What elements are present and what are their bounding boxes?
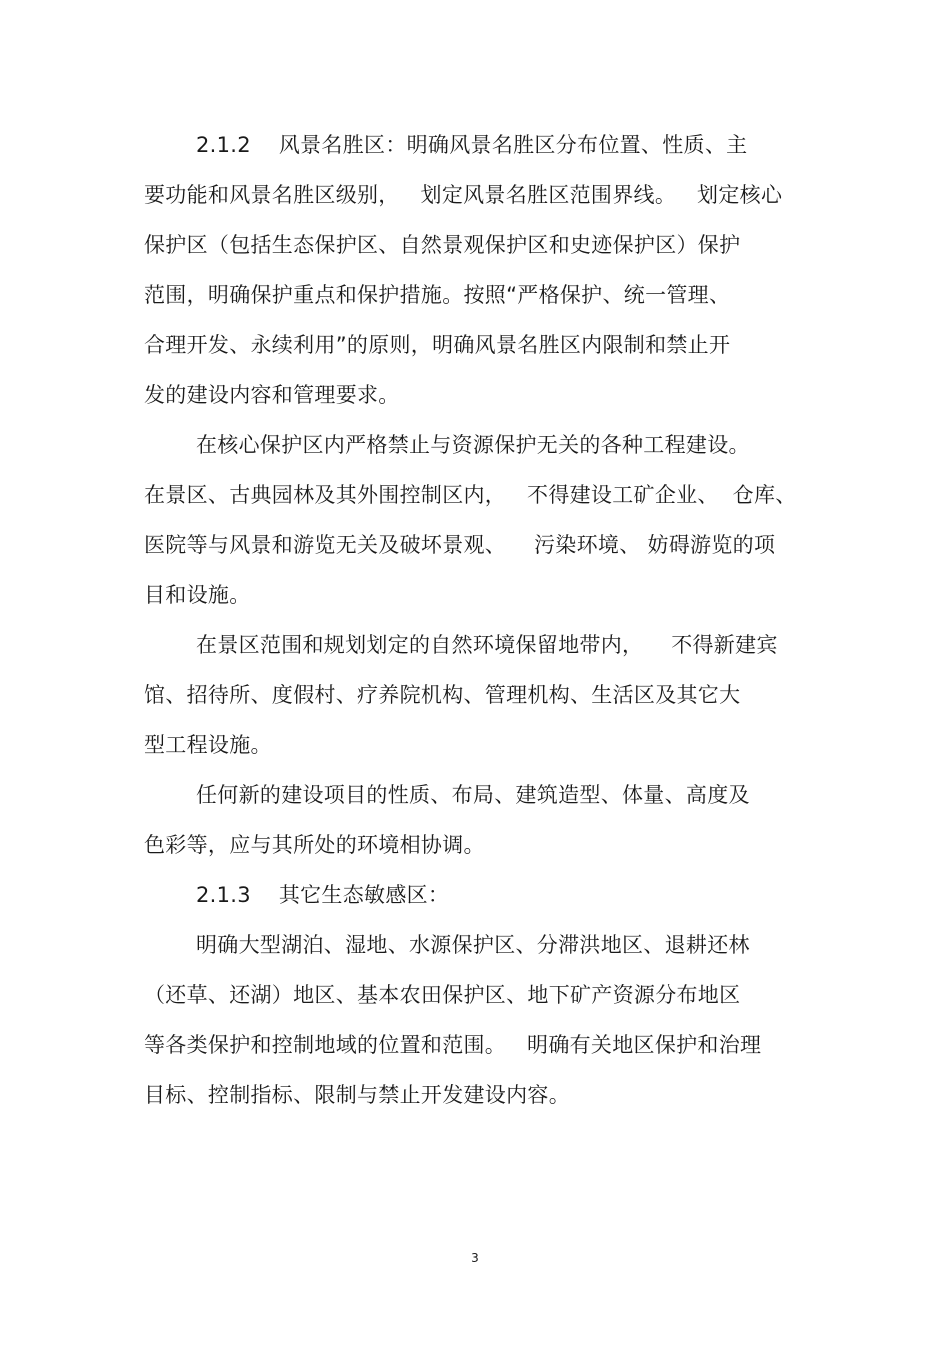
text-line: 发的建设内容和管理要求。 <box>144 383 400 407</box>
page-number: 3 <box>471 1251 479 1265</box>
text-line: （还草、还湖）地区、基本农田保护区、地下矿产资源分布地区 <box>144 983 741 1007</box>
text-line: 色彩等，应与其所处的环境相协调。 <box>144 833 485 857</box>
text-line: 范围，明确保护重点和保护措施。按照“严格保护、统一管理、 <box>144 283 731 307</box>
text-line: 医院等与风景和游览无关及破坏景观、 污染环境、 妨碍游览的项 <box>144 533 776 557</box>
text-line: 要功能和风景名胜区级别， 划定风景名胜区范围界线。 划定核心 <box>144 183 783 207</box>
section-heading: 2.1.3 其它生态敏感区： <box>196 883 450 907</box>
text-line: 馆、招待所、度假村、疗养院机构、管理机构、生活区及其它大 <box>144 683 741 707</box>
text-line: 合理开发、永续利用”的原则，明确风景名胜区内限制和禁止开 <box>144 333 731 357</box>
text-line: 在景区、古典园林及其外围控制区内， 不得建设工矿企业、 仓库、 <box>144 483 797 507</box>
text-line: 目标、控制指标、限制与禁止开发建设内容。 <box>144 1083 570 1107</box>
text-line: 2.1.2 风景名胜区：明确风景名胜区分布位置、性质、主 <box>196 133 748 157</box>
text-line: 在核心保护区内严格禁止与资源保护无关的各种工程建设。 <box>196 433 750 457</box>
text-line: 型工程设施。 <box>144 733 272 757</box>
text-line: 明确大型湖泊、湿地、水源保护区、分滞洪地区、退耕还林 <box>196 933 750 957</box>
text-line: 保护区（包括生态保护区、自然景观保护区和史迹保护区）保护 <box>144 233 741 257</box>
text-line: 等各类保护和控制地域的位置和范围。 明确有关地区保护和治理 <box>144 1033 762 1057</box>
text-line: 任何新的建设项目的性质、布局、建筑造型、体量、高度及 <box>196 783 750 807</box>
text-line: 目和设施。 <box>144 583 251 607</box>
text-line: 在景区范围和规划划定的自然环境保留地带内， 不得新建宾 <box>196 633 778 657</box>
